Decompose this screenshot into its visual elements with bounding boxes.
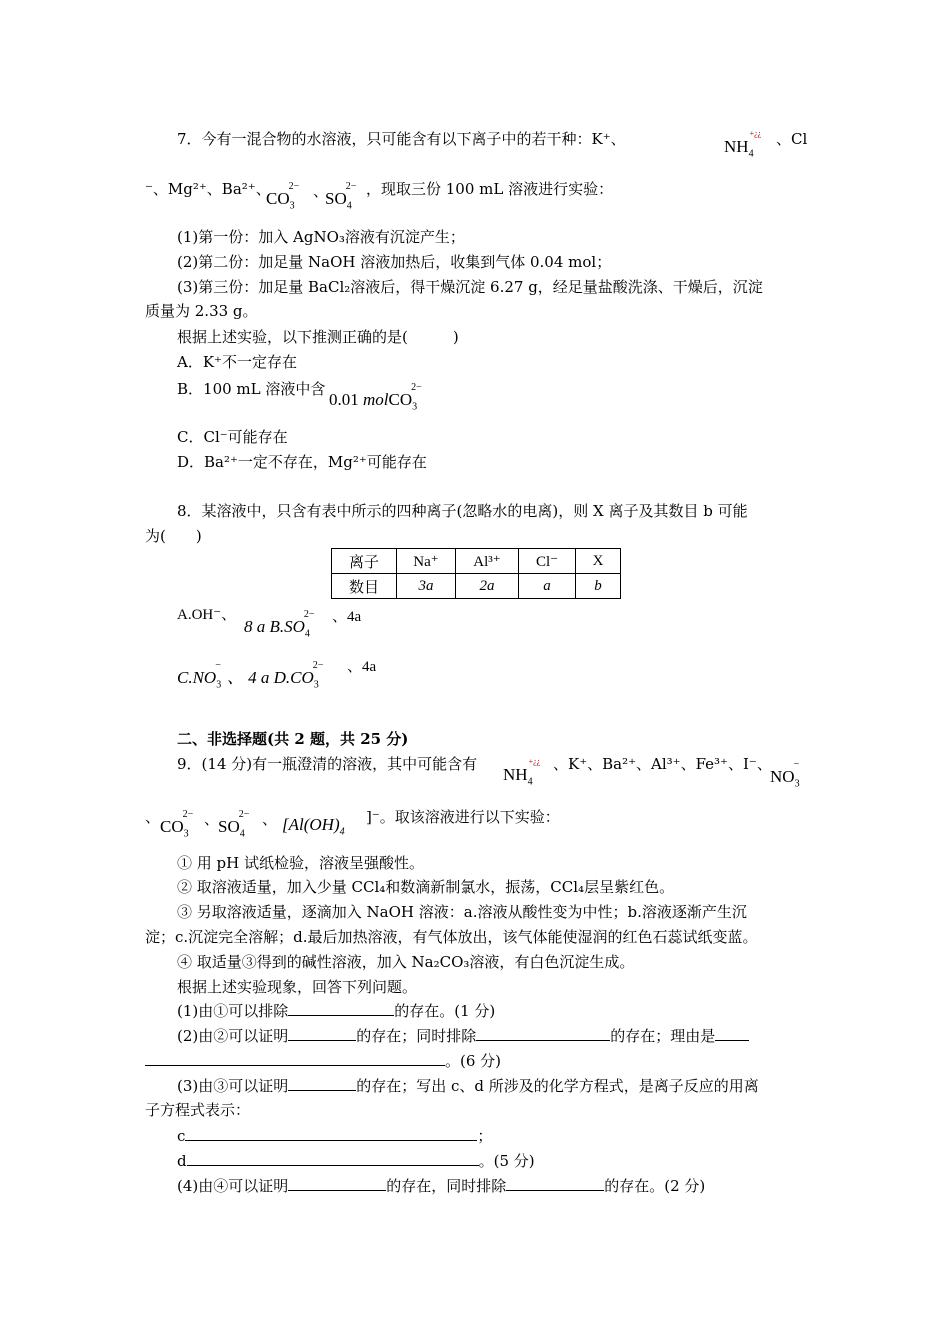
q9-nh4-symbol: NH <box>503 765 528 784</box>
q9-exp1: ① 用 pH 试纸检验，溶液呈强酸性。 <box>177 854 424 872</box>
q9-p4-text: (4)由④可以证明 <box>177 1177 289 1195</box>
q7-line2-head: ⁻、Mg²⁺、Ba²⁺、 <box>145 180 271 198</box>
so4-sub: 4 <box>346 200 352 212</box>
optb-co3-sup: 2− <box>411 382 422 394</box>
q9-co3-sub: 3 <box>183 828 189 840</box>
q9-aloh4-formula <box>282 814 345 836</box>
aloh4-sub: 4 <box>339 826 345 838</box>
q8-co3-sup: 2− <box>312 660 324 672</box>
q9-p2-text: (2)由②可以证明 <box>177 1027 289 1045</box>
q7-sep: 、 <box>313 182 329 200</box>
q8-option-d-tail: 、4a <box>347 659 377 675</box>
q7-stem-text: 7．今有一混合物的水溶液，只可能含有以下离子中的若干种：K⁺、 <box>177 130 626 148</box>
table-cell: 2a <box>456 574 519 599</box>
q9-line2-tail: ]⁻。取该溶液进行以下实验： <box>366 808 560 826</box>
section-heading: 二、非选择题(共 2 题，共 25 分) <box>177 730 409 748</box>
q9-p1-text: (1)由①可以排除 <box>177 1002 289 1020</box>
q9-nh4-sub: 4 <box>527 776 533 788</box>
q9-exp3a: ③ 另取溶液适量，逐滴加入 NaOH 溶液：a.溶液从酸性变为中性；b.溶液逐渐产生沉 <box>177 903 747 921</box>
aloh4-symbol: [Al(OH) <box>282 815 340 834</box>
q7-option-a: A．K⁺不一定存在 <box>177 353 297 371</box>
q9-p3-text: (3)由③可以证明 <box>177 1077 289 1095</box>
table-header-cell: X <box>576 549 621 574</box>
q9-nh4-sup: +¿¿ <box>528 757 541 767</box>
q9-part2 <box>177 1025 749 1047</box>
table-cell: a <box>519 574 576 599</box>
q8-option-b-tail: 、4a <box>332 609 362 625</box>
co3-sup: 2− <box>288 181 300 193</box>
answer-blank[interactable] <box>185 1126 477 1141</box>
q9-no3-symbol: NO <box>770 767 795 786</box>
q9-exp3b: 淀；c.沉淀完全溶解；d.最后加热溶液，有气体放出，该气体能使湿润的红色石蕊试纸变蓝。 <box>145 928 758 946</box>
answer-blank[interactable] <box>288 1026 356 1041</box>
q9-so4-sup: 2− <box>238 809 250 821</box>
q9-co3-symbol: CO <box>160 817 184 836</box>
answer-blank[interactable] <box>187 1151 479 1166</box>
q9-so4-symbol: SO <box>218 817 240 836</box>
q9-so4-formula <box>218 809 255 840</box>
q9-sep2: 、 <box>262 810 278 828</box>
q9-p2-reason: 的存在；理由是 <box>610 1027 716 1045</box>
table-cell: 3a <box>397 574 456 599</box>
q9-c-end: ； <box>477 1127 493 1145</box>
table-header-cell: Cl⁻ <box>519 549 576 574</box>
so4-sup: 2− <box>345 181 357 193</box>
q8-so4-sup: 2− <box>303 609 315 621</box>
table-cell: 数目 <box>332 574 397 599</box>
q9-line1-tail: 、K⁺、Ba²⁺、Al³⁺、Fe³⁺、I⁻、 <box>553 755 772 773</box>
q8-line2: 为( ) <box>145 527 202 545</box>
q8-so4-sub: 4 <box>304 628 310 640</box>
q9-co3-formula <box>160 809 199 840</box>
q9-p2-end: 。(6 分) <box>445 1052 502 1070</box>
q9-no3-formula: $NO_3^-$ <box>770 759 800 790</box>
q9-so4-sub: 4 <box>239 828 245 840</box>
q9-d-label: d <box>177 1152 187 1170</box>
ion-table <box>331 548 621 599</box>
q8-c-text: C.NO <box>177 668 217 687</box>
q7-step3a: (3)第三份：加足量 BaCl₂溶液后，得干燥沉淀 6.27 g，经足量盐酸洗涤、干燥后，沉淀 <box>177 278 763 296</box>
answer-blank[interactable] <box>715 1026 749 1041</box>
q8-option-cd-formula: $C.NO_3^-$、 4 a $D.CO_3^{2-}$ <box>177 660 324 691</box>
answer-blank[interactable] <box>145 1051 445 1066</box>
table-row <box>332 549 621 574</box>
q9-exp2: ② 取溶液适量，加入少量 CCl₄和数滴新制氯水，振荡，CCl₄层呈紫红色。 <box>177 878 675 896</box>
q9-p4-end: 的存在。(2 分) <box>604 1177 706 1195</box>
q7-option-b-text: B．100 mL 溶液中含 <box>177 380 326 398</box>
answer-blank[interactable] <box>288 1176 386 1191</box>
answer-blank[interactable] <box>476 1026 610 1041</box>
nh4-sub: 4 <box>748 148 754 160</box>
q7-line2-tail: ，现取三份 100 mL 溶液进行实验： <box>366 180 614 198</box>
q9-d-end: 。(5 分) <box>478 1152 535 1170</box>
q9-co3-sup: 2− <box>182 809 194 821</box>
table-header-cell: Na⁺ <box>397 549 456 574</box>
q9-p1-tail: 的存在。(1 分) <box>394 1002 496 1020</box>
so4-symbol: SO <box>325 189 347 208</box>
q9-part1 <box>177 1000 495 1022</box>
q9-line-c <box>177 1125 492 1147</box>
q7-so4-formula <box>325 181 362 212</box>
co3-symbol: CO <box>266 189 290 208</box>
table-cell: b <box>576 574 621 599</box>
optb-mol: mol <box>363 390 389 409</box>
q7-option-c: C．Cl⁻可能存在 <box>177 428 288 446</box>
answer-blank[interactable] <box>506 1176 604 1191</box>
q9-line1: 9．(14 分)有一瓶澄清的溶液，其中可能含有 <box>177 755 478 773</box>
q9-part3 <box>177 1075 759 1097</box>
q9-part3-cont: 子方程式表示： <box>145 1101 251 1119</box>
answer-blank[interactable] <box>288 1076 356 1091</box>
q9-no3-sub: 3 <box>794 778 800 790</box>
q7-step2: (2)第二份：加足量 NaOH 溶液加热后，收集到气体 0.04 mol； <box>177 253 612 271</box>
q8-cd-text: 、 4 a D.CO <box>226 668 314 687</box>
q9-part4 <box>177 1175 705 1197</box>
co3-sub: 3 <box>289 200 295 212</box>
q9-part2-cont <box>145 1050 501 1072</box>
q9-question: 根据上述实验现象，回答下列问题。 <box>177 978 418 996</box>
q9-exp4: ④ 取适量③得到的碱性溶液，加入 Na₂CO₃溶液，有白色沉淀生成。 <box>177 953 635 971</box>
q9-c-label: c <box>177 1127 186 1145</box>
q8-ab-text: 8 a B.SO <box>244 617 305 636</box>
q9-p2-mid: 的存在；同时排除 <box>356 1027 477 1045</box>
table-header-cell: Al³⁺ <box>456 549 519 574</box>
q8-no3-sub: 3 <box>216 679 222 691</box>
answer-blank[interactable] <box>288 1001 394 1016</box>
q9-line-d <box>177 1150 535 1172</box>
q8-co3-sub: 3 <box>313 679 319 691</box>
optb-co3-sub: 3 <box>412 401 418 413</box>
q7-nh4-formula <box>724 129 765 160</box>
table-header-cell: 离子 <box>332 549 397 574</box>
table-row <box>332 574 621 599</box>
q9-line2-lead: 、 <box>145 808 161 826</box>
q7-option-d: D．Ba²⁺一定不存在，Mg²⁺可能存在 <box>177 453 427 471</box>
q9-sep: 、 <box>204 810 220 828</box>
q8-line1: 8．某溶液中，只含有表中所示的四种离子(忽略水的电离)，则 X 离子及其数目 b 可能 <box>177 502 748 520</box>
q8-option-ab-formula <box>244 609 321 640</box>
nh4-sup: +¿¿ <box>749 129 762 139</box>
nh4-symbol: NH <box>724 137 749 156</box>
q7-option-b-formula <box>329 382 428 413</box>
q9-p4-mid: 的存在，同时排除 <box>386 1177 507 1195</box>
optb-co3: CO <box>388 390 413 409</box>
q8-option-a: A.OH⁻、 <box>177 607 237 623</box>
optb-amount: 0.01 <box>329 390 359 409</box>
q7-step1: (1)第一份：加入 AgNO₃溶液有沉淀产生； <box>177 228 465 246</box>
q9-p3-mid: 的存在；写出 c、d 所涉及的化学方程式，是离子反应的用离 <box>356 1077 759 1095</box>
q7-line1 <box>177 128 626 150</box>
q7-co3-formula <box>266 181 305 212</box>
q9-nh4-formula <box>503 757 544 788</box>
q7-question: 根据上述实验，以下推测正确的是( ) <box>177 328 459 346</box>
q7-cl-tail: 、Cl <box>776 130 808 148</box>
q7-step3b: 质量为 2.33 g。 <box>145 302 258 320</box>
